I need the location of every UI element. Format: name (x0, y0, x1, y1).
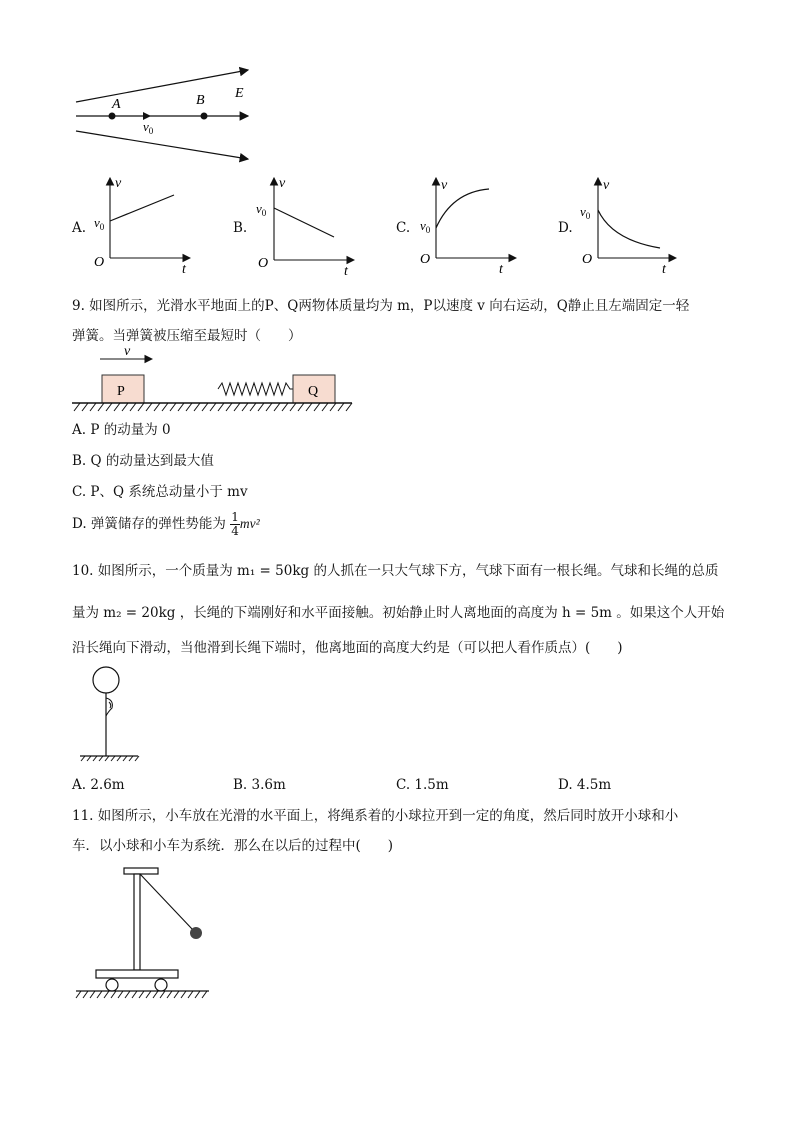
q9-stem-line1: 9. 如图所示，光滑水平地面上的P、Q两物体质量均为 m，P以速度 v 向右运动，Q静止且左端固定一轻 (72, 298, 690, 314)
pendulum-ball (190, 927, 202, 939)
svg-text:v0: $v_0$ (256, 201, 267, 218)
balloon-figure (76, 664, 146, 764)
point-a-dot (109, 113, 116, 120)
graph-a-line (110, 195, 174, 221)
person (106, 698, 112, 716)
svg-text:v: v (279, 176, 286, 191)
q9-option-b[interactable]: B. Q 的动量达到最大值 (72, 453, 214, 469)
graph-c-curve (436, 189, 489, 228)
q9-option-d-fraction: $\frac{1}{4}$ (231, 510, 239, 538)
svg-text:v0: $v_0$ (580, 204, 591, 221)
svg-text:v0: $v_0$ (420, 218, 431, 235)
svg-text:t: t (344, 264, 348, 278)
spring (218, 383, 293, 395)
q9-option-a[interactable]: A. P 的动量为 0 (72, 422, 171, 438)
svg-text:O: O (94, 255, 105, 270)
option-c-letter[interactable]: C. (396, 220, 411, 236)
svg-text:t: t (662, 262, 666, 277)
v0-label: $v_0$ (143, 119, 154, 136)
option-d-letter[interactable]: D. (558, 220, 573, 236)
q10-option-d[interactable]: D. 4.5m (558, 777, 612, 793)
cart-wheel-right (155, 979, 167, 991)
q9-option-d-formula: mv² (239, 516, 260, 531)
field-line-figure (60, 60, 270, 170)
svg-text:O: O (258, 256, 269, 271)
graph-option-c (414, 170, 524, 278)
graph-option-a (88, 170, 198, 278)
q11-stem-line1: 11. 如图所示，小车放在光滑的水平面上，将绳系着的小球拉开到一定的角度，然后同时放开小球和小 (72, 808, 679, 824)
q9-option-d[interactable] (72, 510, 260, 538)
q11-stem-line2: 车．以小球和小车为系统．那么在以后的过程中( ) (72, 838, 394, 854)
q9-stem-line2: 弹簧。当弹簧被压缩至最短时（ ） (72, 328, 302, 344)
option-a-letter[interactable]: A. (72, 220, 87, 236)
vertical-post (134, 874, 140, 970)
q9-velocity-label: v (124, 345, 131, 359)
q9-figure (70, 345, 360, 415)
graph-option-b (252, 170, 362, 278)
block-q-label: Q (308, 384, 319, 399)
svg-text:v: v (603, 178, 610, 193)
svg-text:v0: $v_0$ (94, 215, 105, 232)
block-p-label: P (117, 384, 125, 399)
cart-wheel-left (106, 979, 118, 991)
q10-stem-line3: 沿长绳向下滑动，当他滑到长绳下端时，他离地面的高度大约是（可以把人看作质点）( ) (72, 640, 623, 656)
lower-field-line (76, 131, 248, 159)
svg-text:t: t (182, 262, 186, 277)
top-bar (124, 868, 158, 874)
pendulum-string (140, 874, 193, 930)
cart-body (96, 970, 178, 978)
q10-option-b[interactable]: B. 3.6m (233, 777, 286, 793)
svg-text:v: v (441, 178, 448, 193)
point-a-label: A (112, 97, 121, 112)
svg-text:v: v (115, 176, 122, 191)
graph-b-line (274, 208, 334, 237)
q10-stem-line2: 量为 m₂ = 20kg ，长绳的下端刚好和水平面接触。初始静止时人离地面的高度为 h = 5m 。如果这个人开始 (72, 605, 725, 621)
balloon (93, 667, 119, 693)
graph-d-curve (598, 210, 660, 248)
q10-stem-line1: 10. 如图所示，一个质量为 m₁ = 50kg 的人抓在一只大气球下方，气球下面有一根长绳。气球和长绳的总质 (72, 563, 719, 579)
q9-option-d-text: D. 弹簧储存的弹性势能为 (72, 516, 226, 532)
point-b-dot (201, 113, 208, 120)
option-b-letter[interactable]: B. (233, 220, 248, 236)
q10-option-a[interactable]: A. 2.6m (72, 777, 125, 793)
svg-text:O: O (582, 252, 593, 267)
svg-text:O: O (420, 252, 431, 267)
graph-option-d (576, 170, 686, 278)
svg-text:t: t (499, 262, 503, 277)
cart-pendulum-figure (72, 864, 217, 1004)
upper-field-line (76, 70, 248, 102)
q10-option-c[interactable]: C. 1.5m (396, 777, 449, 793)
point-b-label: B (196, 93, 205, 108)
q9-option-c[interactable]: C. P、Q 系统总动量小于 mv (72, 484, 248, 500)
field-e-label: E (235, 86, 244, 101)
